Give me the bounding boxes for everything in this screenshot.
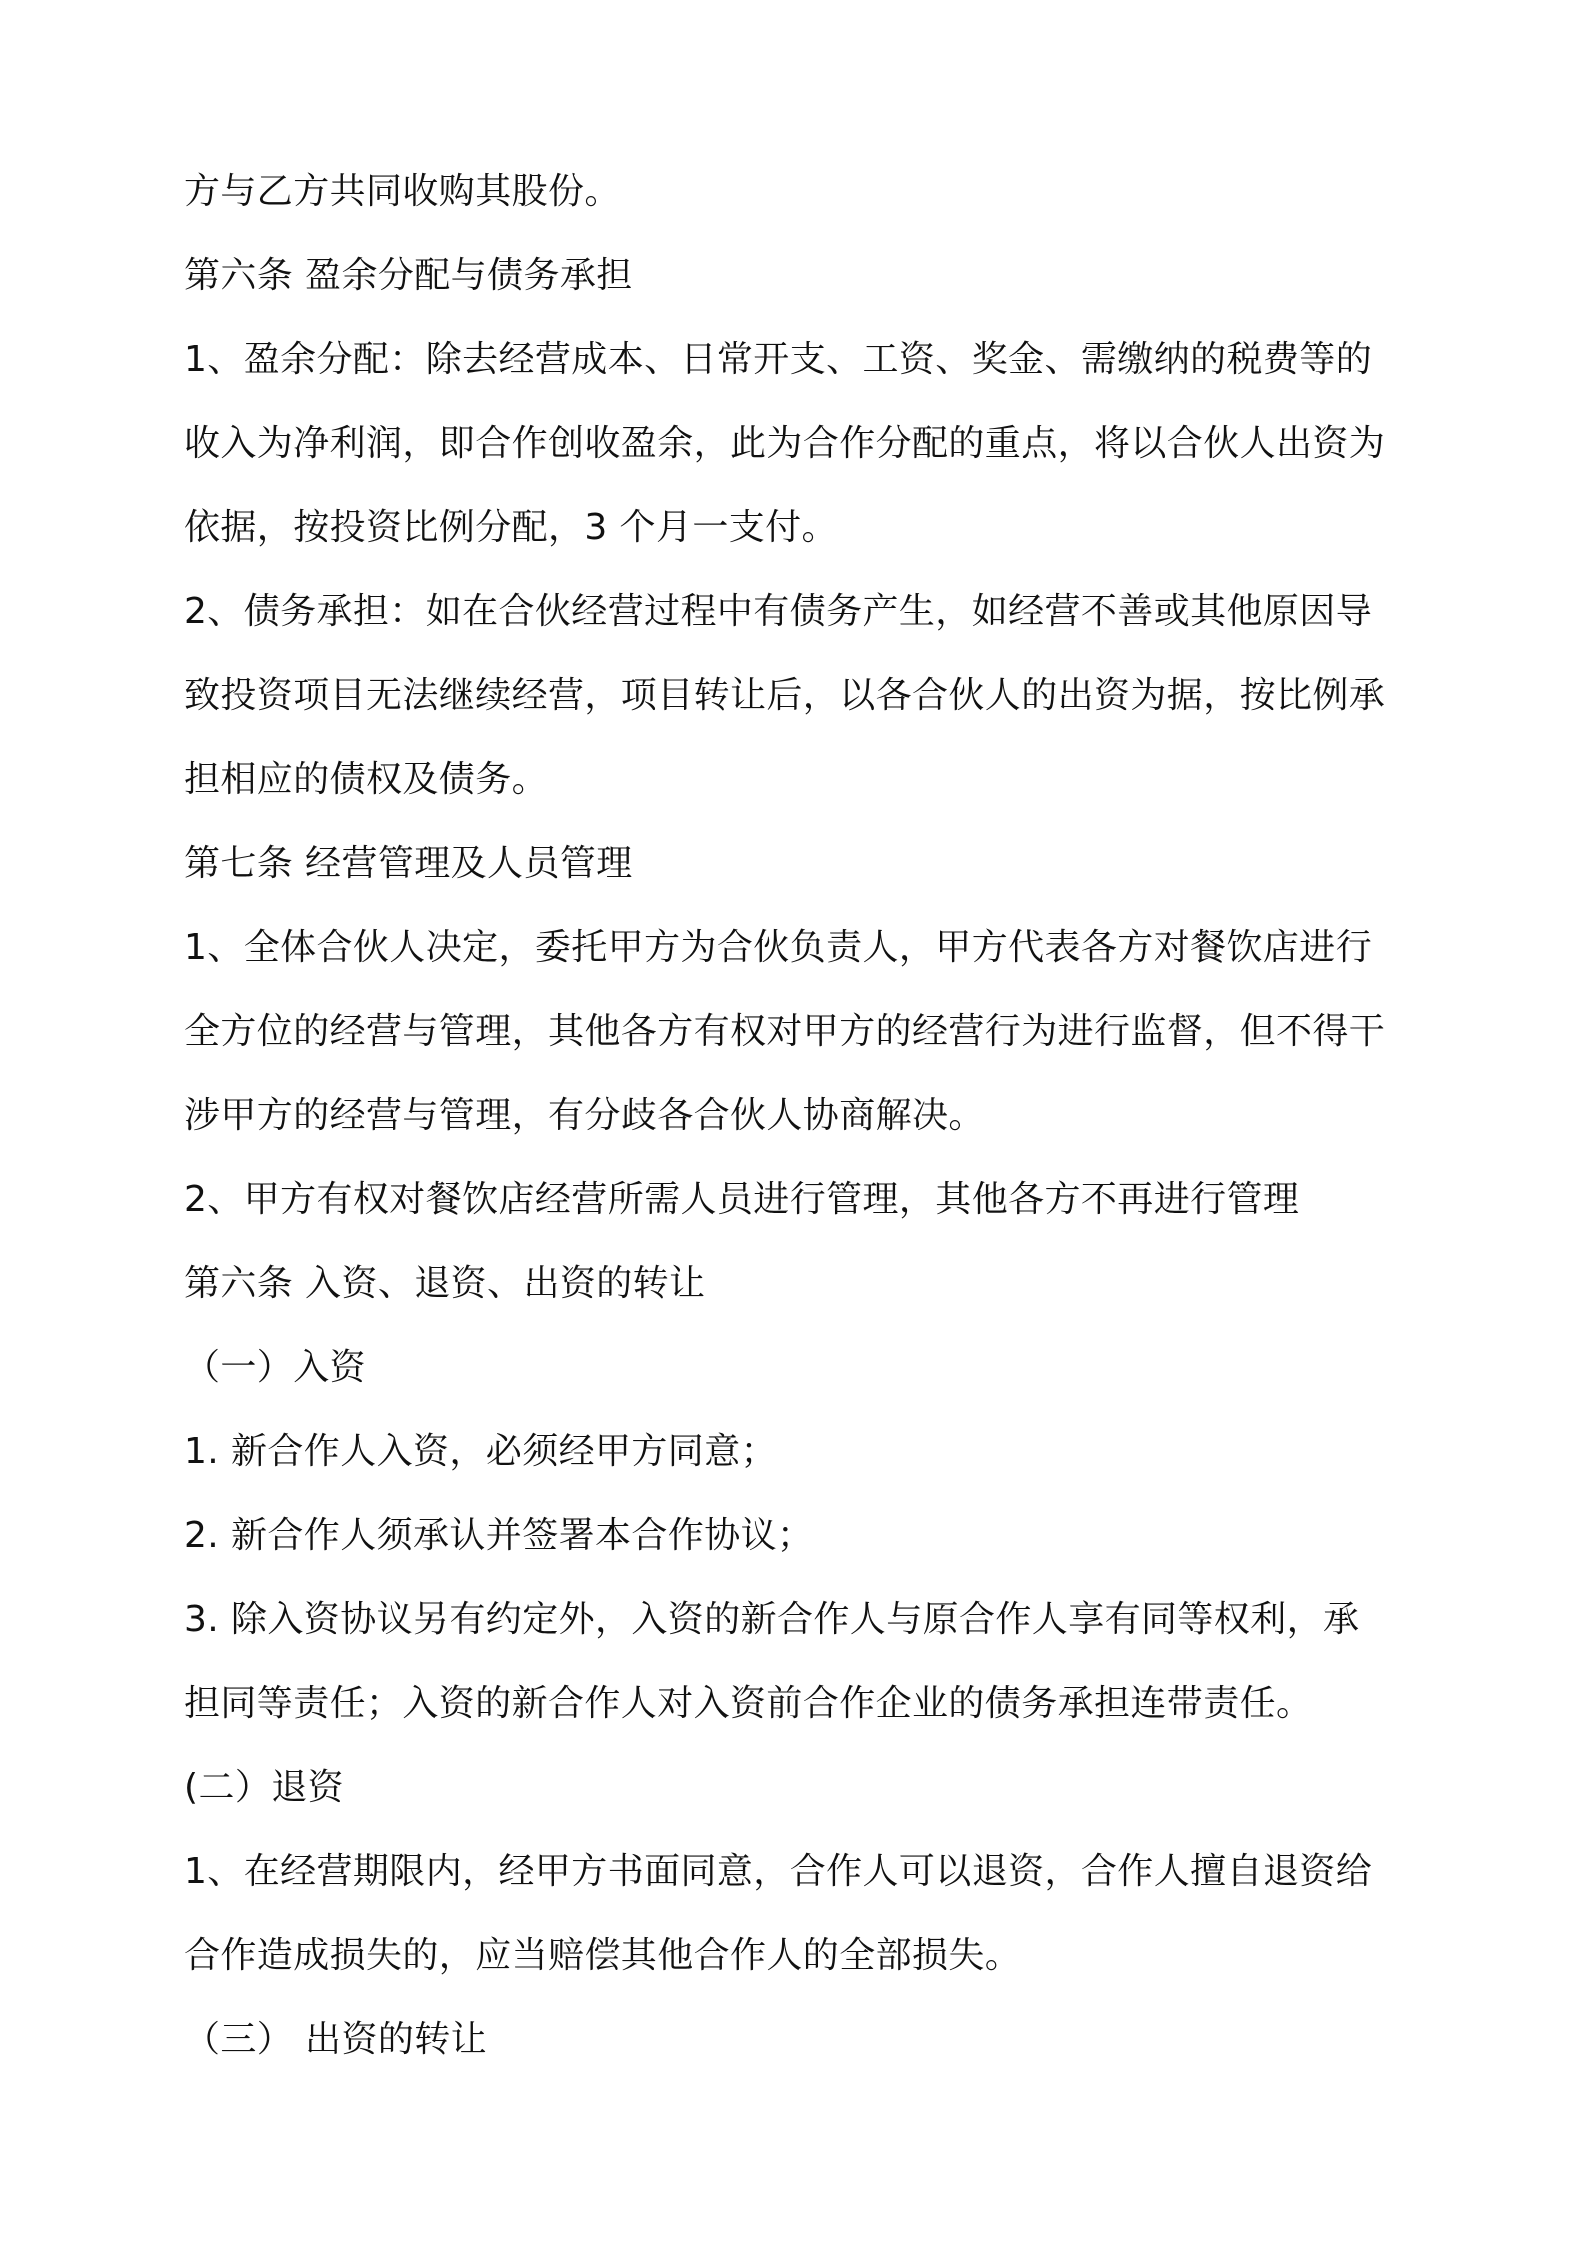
management-clause-1-line-3: 涉甲方的经营与管理，有分歧各合伙人协商解决。 [184, 1095, 985, 1136]
article-6-heading: 第六条 盈余分配与债务承担 [184, 255, 633, 296]
withdrawal-item-1-line-1: 1、在经营期限内，经甲方书面同意，合作人可以退资，合作人擅自退资给 [184, 1851, 1373, 1892]
text-line-continuation: 方与乙方共同收购其股份。 [184, 171, 621, 212]
document-body [184, 150, 1420, 2082]
debt-bearing-line-1: 2、债务承担：如在合伙经营过程中有债务产生，如经营不善或其他原因导 [184, 591, 1373, 632]
section-1-capital-entry-heading: （一）入资 [184, 1347, 367, 1388]
profit-distribution-line-3: 依据，按投资比例分配，3 个月一支付。 [184, 507, 838, 548]
capital-entry-item-3-line-1: 3. 除入资协议另有约定外，入资的新合作人与原合作人享有同等权利，承 [184, 1599, 1360, 1640]
debt-bearing-line-3: 担相应的债权及债务。 [184, 759, 549, 800]
profit-distribution-line-2: 收入为净利润，即合作创收盈余，此为合作分配的重点，将以合伙人出资为 [184, 423, 1386, 464]
section-2-withdrawal-heading: (二）退资 [184, 1767, 345, 1808]
management-clause-1-line-2: 全方位的经营与管理，其他各方有权对甲方的经营行为进行监督，但不得干 [184, 1011, 1386, 1052]
withdrawal-item-1-line-2: 合作造成损失的，应当赔偿其他合作人的全部损失。 [184, 1935, 1022, 1976]
capital-entry-item-3-line-2: 担同等责任；入资的新合作人对入资前合作企业的债务承担连带责任。 [184, 1683, 1313, 1724]
article-6-capital-heading: 第六条 入资、退资、出资的转让 [184, 1263, 706, 1304]
section-3-transfer-heading: （三） 出资的转让 [184, 2019, 488, 2060]
management-clause-2: 2、甲方有权对餐饮店经营所需人员进行管理，其他各方不再进行管理 [184, 1179, 1300, 1220]
profit-distribution-line-1: 1、盈余分配：除去经营成本、日常开支、工资、奖金、需缴纳的税费等的 [184, 339, 1373, 380]
article-7-heading: 第七条 经营管理及人员管理 [184, 843, 633, 884]
debt-bearing-line-2: 致投资项目无法继续经营，项目转让后，以各合伙人的出资为据，按比例承 [184, 675, 1386, 716]
capital-entry-item-2: 2. 新合作人须承认并签署本合作协议； [184, 1515, 814, 1556]
capital-entry-item-1: 1. 新合作人入资，必须经甲方同意； [184, 1431, 777, 1472]
management-clause-1-line-1: 1、全体合伙人决定，委托甲方为合伙负责人，甲方代表各方对餐饮店进行 [184, 927, 1373, 968]
